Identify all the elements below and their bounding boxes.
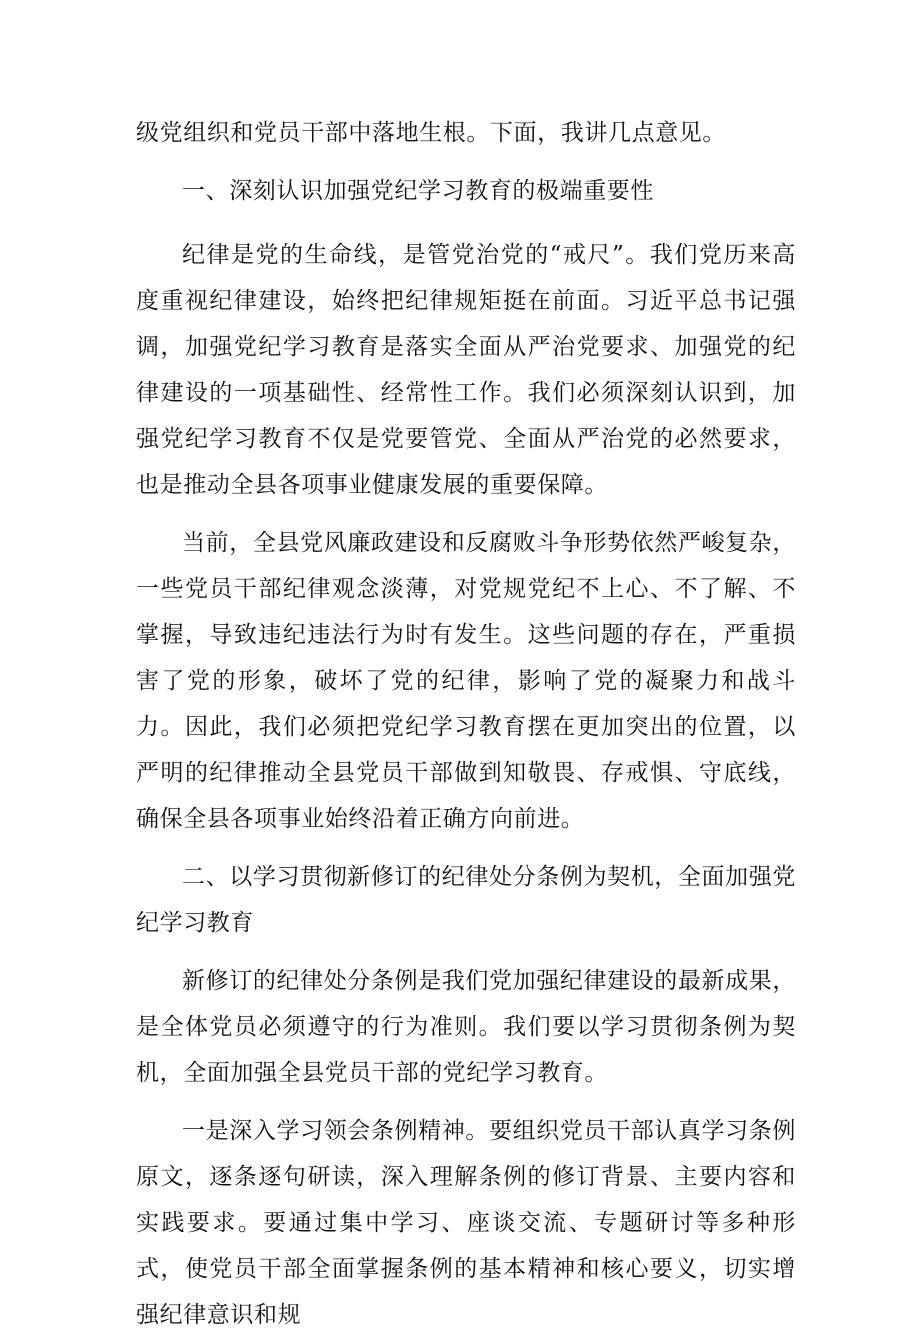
section-heading-1: 一、深刻认识加强党纪学习教育的极端重要性	[182, 178, 654, 204]
paragraph-discipline-lifeline: 纪律是党的生命线，是管党治党的“戒尺”。我们党历来高度重视纪律建设，始终把纪律规矩挺在前面。习近平总书记强调，加强党纪学习教育是落实全面从严治党要求、加强党的纪律建设的一项基础性、经常性工作。我们必须深刻认识到，加强党纪学习教育不仅是党要管党、全面从严治党的必然要求，也是推动全县各项事业健康发展的重要保障。	[136, 242, 796, 498]
paragraph-point-one: 一是深入学习领会条例精神。要组织党员干部认真学习条例原文，逐条逐句研读，深入理解条例的修订背景、主要内容和实践要求。要通过集中学习、座谈交流、专题研讨等多种形式，使党员干部全面掌握条例的基本精神和核心要义，切实增强纪律意识和规	[136, 1118, 796, 1328]
paragraph-continuation: 级党组织和党员干部中落地生根。下面，我讲几点意见。	[136, 120, 726, 146]
paragraph-new-regulations: 新修订的纪律处分条例是我们党加强纪律建设的最新成果，是全体党员必须遵守的行为准则。我们要以学习贯彻条例为契机，全面加强全县党员干部的党纪学习教育。	[136, 968, 796, 1086]
section-heading-2: 二、以学习贯彻新修订的纪律处分条例为契机，全面加强党纪学习教育	[136, 864, 796, 936]
document-body	[136, 110, 796, 1338]
paragraph-current-situation: 当前，全县党风廉政建设和反腐败斗争形势依然严峻复杂，一些党员干部纪律观念淡薄，对党规党纪不上心、不了解、不掌握，导致违纪违法行为时有发生。这些问题的存在，严重损害了党的形象，破坏了党的纪律，影响了党的凝聚力和战斗力。因此，我们必须把党纪学习教育摆在更加突出的位置，以严明的纪律推动全县党员干部做到知敬畏、存戒惧、守底线，确保全县各项事业始终沿着正确方向前进。	[136, 530, 796, 832]
